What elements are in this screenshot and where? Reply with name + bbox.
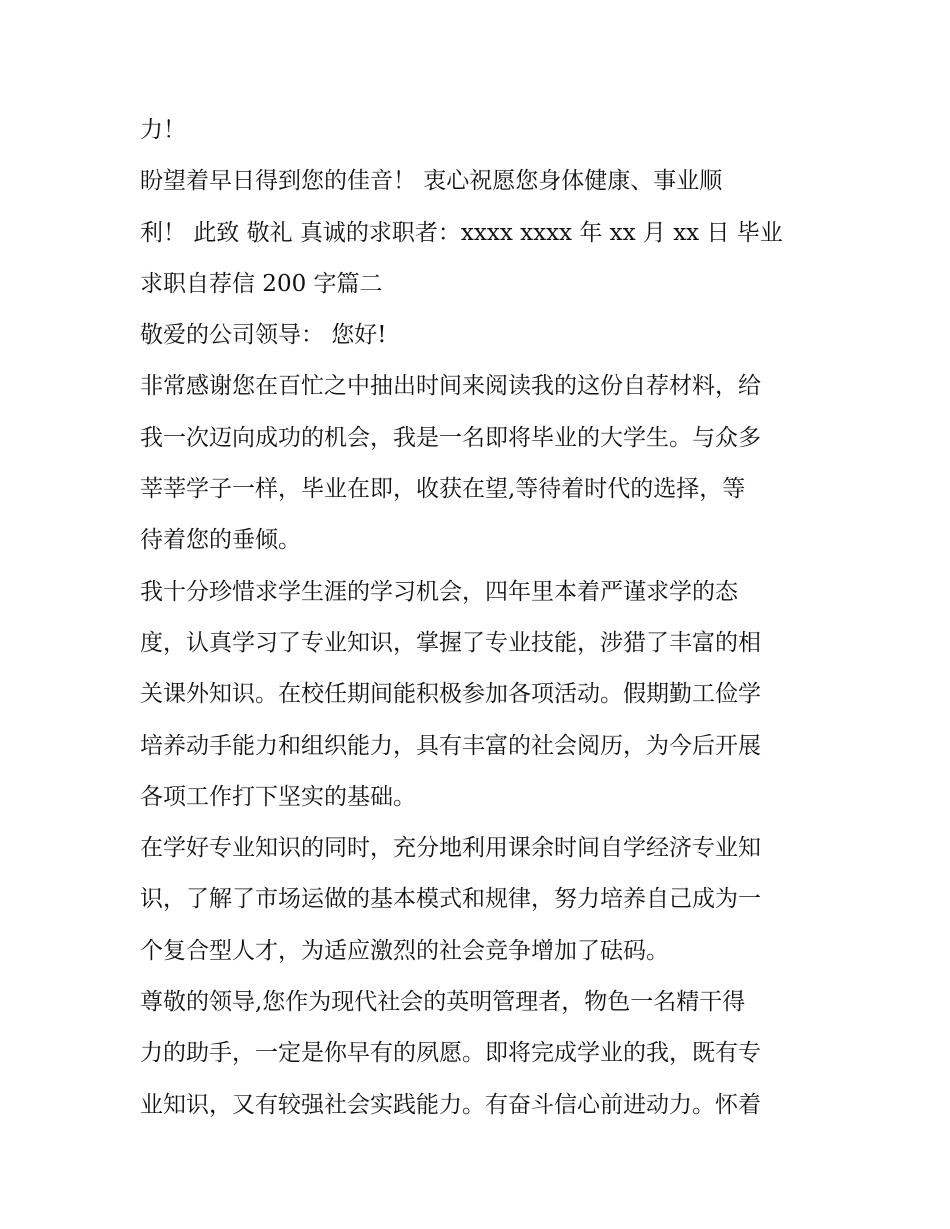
text-line: 度，认真学习了专业知识，掌握了专业技能，涉猎了丰富的相 [140,629,761,656]
text-line: 我一次迈向成功的机会，我是一名即将毕业的大学生。与众多 [140,424,761,451]
text-line: 我十分珍惜求学生涯的学习机会，四年里本着严谨求学的态 [140,578,738,605]
text-line: 力的助手，一定是你早有的夙愿。即将完成学业的我，既有专 [140,1040,761,1067]
text-line: 盼望着早日得到您的佳音！ 衷心祝愿您身体健康、事业顺 [140,168,723,195]
salutation: 敬爱的公司领导： 您好! [140,322,387,349]
document-body [140,108,820,1134]
text-line: 尊敬的领导,您作为现代社会的英明管理者，物色一名精干得 [140,989,746,1016]
text-line: 利！ 此致 敬礼 真诚的求职者：xxxx xxxx 年 xx 月 xx 日 毕业 [140,219,783,246]
text-line: 非常感谢您在百忙之中抽出时间来阅读我的这份自荐材料，给 [140,373,761,400]
text-line: 待着您的垂倾。 [140,527,301,554]
text-line: 培养动手能力和组织能力，具有丰富的社会阅历，为今后开展 [140,732,761,759]
text-line: 业知识，又有较强社会实践能力。有奋斗信心前进动力。怀着 [140,1091,761,1118]
text-line: 识，了解了市场运做的基本模式和规律，努力培养自己成为一 [140,886,761,913]
section-heading: 求职自荐信 200 字篇二 [140,270,383,297]
text-line: 力！ [140,117,186,143]
text-line: 个复合型人才，为适应激烈的社会竞争增加了砝码。 [140,937,669,964]
text-line: 在学好专业知识的同时，充分地利用课余时间自学经济专业知 [140,835,761,862]
text-line: 莘莘学子一样，毕业在即，收获在望,等待着时代的选择，等 [140,476,746,503]
text-line: 各项工作打下坚实的基础。 [140,783,416,810]
text-line: 关课外知识。在校任期间能积极参加各项活动。假期勤工俭学 [140,681,761,708]
